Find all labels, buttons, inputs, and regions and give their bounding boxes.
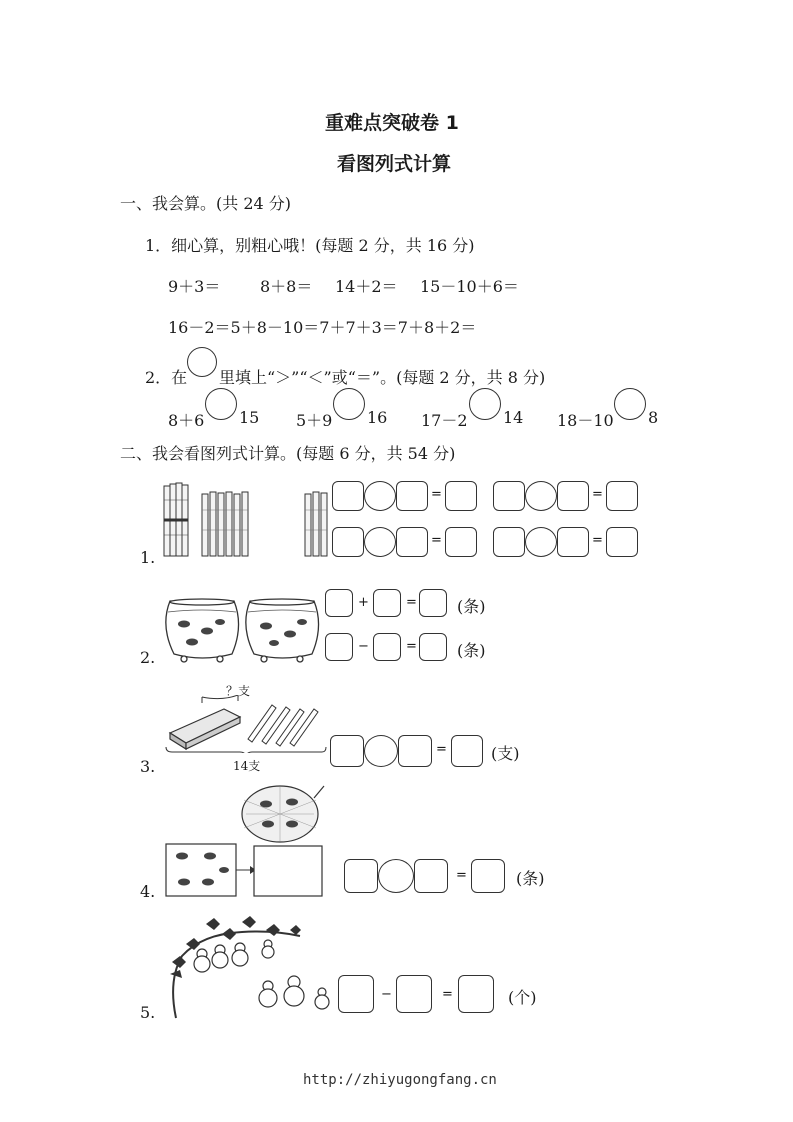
q1-prompt: 1．细心算，别粗心哦！(每题 2 分，共 16 分) [145, 236, 475, 255]
compare-left: 8＋6 [168, 411, 205, 430]
answer-box[interactable] [338, 975, 374, 1013]
problem-number: 1. [140, 548, 156, 567]
answer-box[interactable] [419, 589, 447, 617]
operator-circle[interactable] [525, 527, 557, 557]
answer-box[interactable] [396, 481, 428, 511]
pencil-box-picture [162, 695, 330, 753]
answer-box[interactable] [330, 735, 364, 767]
compare-right: 16 [367, 408, 388, 427]
page-subtitle: 看图列式计算 [337, 153, 452, 175]
fish-bowls-picture [162, 596, 324, 666]
answer-box[interactable] [493, 481, 525, 511]
q1-row2: 16－2＝5＋8－10＝7＋7＋3＝7＋8＋2＝ [168, 318, 477, 337]
answer-box[interactable] [445, 527, 477, 557]
answer-box[interactable] [332, 481, 364, 511]
compare-right: 8 [648, 408, 659, 427]
equals-sign: = [406, 595, 417, 610]
compare-right: 14 [503, 408, 524, 427]
q2-prompt-prefix: 2．在 [145, 368, 188, 387]
equals-sign: = [431, 487, 442, 502]
equals-sign: = [431, 533, 442, 548]
compare-circle[interactable] [205, 388, 237, 420]
footer-url[interactable]: http://zhiyugongfang.cn [303, 1072, 497, 1088]
answer-box[interactable] [445, 481, 477, 511]
unit-label: (条) [457, 597, 486, 616]
problem-number: 5. [140, 1003, 156, 1022]
section2-heading: 二、我会看图列式计算。(每题 6 分，共 54 分) [120, 444, 456, 463]
answer-box[interactable] [396, 527, 428, 557]
compare-circle[interactable] [333, 388, 365, 420]
answer-box[interactable] [557, 481, 589, 511]
answer-box[interactable] [344, 859, 378, 893]
fish-net-picture [164, 780, 326, 900]
answer-box[interactable] [414, 859, 448, 893]
answer-box[interactable] [332, 527, 364, 557]
unit-label: (条) [457, 641, 486, 660]
operator-circle[interactable] [364, 735, 398, 767]
answer-box[interactable] [325, 633, 353, 661]
page-title: 重难点突破卷 1 [325, 112, 459, 134]
operator-circle[interactable] [364, 481, 396, 511]
total-label: 14支 [233, 759, 261, 773]
problem-number: 3. [140, 757, 156, 776]
operator-circle[interactable] [378, 859, 414, 893]
unit-label: (支) [491, 744, 520, 763]
plus-sign: + [358, 595, 369, 610]
answer-box[interactable] [606, 527, 638, 557]
equals-sign: = [436, 742, 447, 757]
answer-box[interactable] [458, 975, 494, 1013]
gourd-vine-picture [162, 910, 338, 1022]
q1-row1-item: 8＋8＝ [260, 277, 313, 296]
q2-prompt-suffix: 里填上“＞”“＜”或“＝”。(每题 2 分，共 8 分) [219, 368, 546, 387]
compare-left: 5＋9 [296, 411, 333, 430]
problem-number: 4. [140, 882, 156, 901]
answer-box[interactable] [325, 589, 353, 617]
equals-sign: = [456, 868, 467, 883]
operator-circle[interactable] [525, 481, 557, 511]
q1-row1-item: 9＋3＝ [168, 277, 221, 296]
section1-heading: 一、我会算。(共 24 分) [120, 194, 292, 213]
answer-box[interactable] [419, 633, 447, 661]
answer-box[interactable] [451, 735, 483, 767]
compare-circle[interactable] [469, 388, 501, 420]
minus-sign: − [358, 639, 369, 654]
equals-sign: = [592, 533, 603, 548]
equals-sign: = [592, 487, 603, 502]
answer-box[interactable] [373, 589, 401, 617]
compare-circle[interactable] [614, 388, 646, 420]
unit-label: (个) [508, 988, 537, 1007]
compare-left: 18－10 [557, 411, 614, 430]
unit-label: (条) [516, 869, 545, 888]
answer-box[interactable] [396, 975, 432, 1013]
answer-box[interactable] [471, 859, 505, 893]
q1-row1-item: 15－10＋6＝ [420, 277, 519, 296]
compare-circle [187, 347, 217, 377]
equals-sign: = [406, 639, 417, 654]
compare-right: 15 [239, 408, 260, 427]
unknown-label: ？支 [226, 684, 251, 698]
answer-box[interactable] [373, 633, 401, 661]
stick-bundles-picture [160, 480, 335, 565]
q1-row1-item: 14＋2＝ [335, 277, 398, 296]
compare-left: 17－2 [421, 411, 468, 430]
operator-circle[interactable] [364, 527, 396, 557]
answer-box[interactable] [398, 735, 432, 767]
answer-box[interactable] [493, 527, 525, 557]
equals-sign: = [442, 987, 453, 1002]
problem-number: 2. [140, 648, 156, 667]
answer-box[interactable] [557, 527, 589, 557]
answer-box[interactable] [606, 481, 638, 511]
minus-sign: − [381, 987, 392, 1002]
